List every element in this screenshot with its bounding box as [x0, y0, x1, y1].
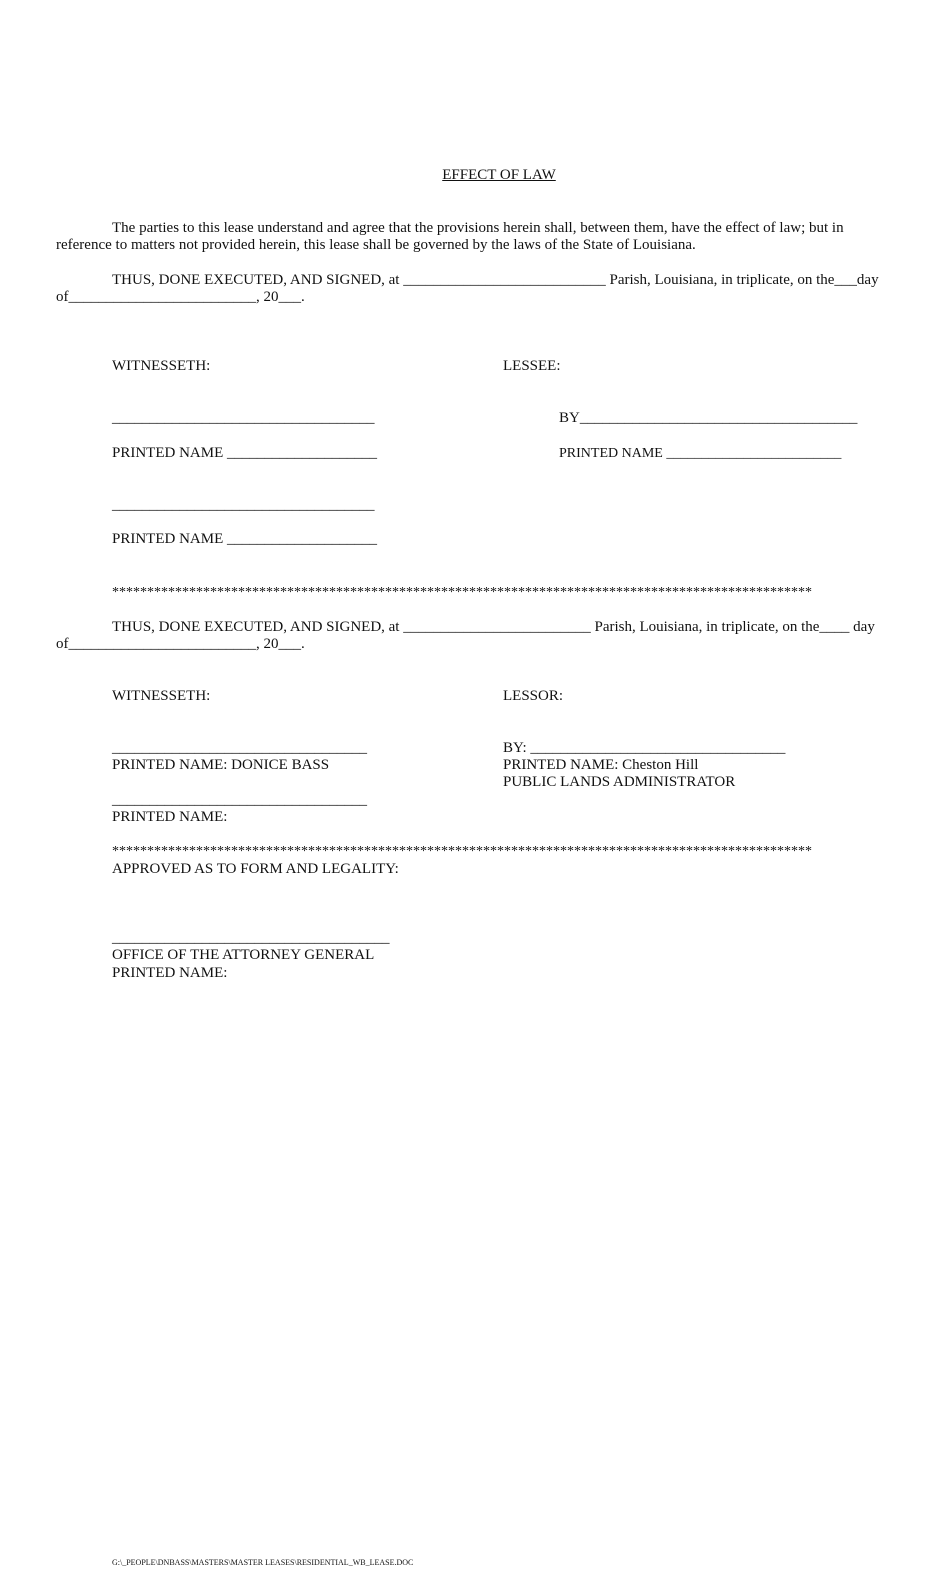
execution-line-2: THUS, DONE EXECUTED, AND SIGNED, at _________________________ Parish, Louisiana, in triplicate, on the____ day	[112, 619, 875, 635]
lessee-label: LESSEE:	[503, 358, 561, 374]
divider-asterisks-1: ****************************************************************************************************	[112, 585, 812, 600]
lessee-printed-name: PRINTED NAME _________________________	[559, 446, 842, 461]
witness-signature-line-1: ___________________________________	[112, 410, 375, 426]
witness-signature-line-4: __________________________________	[112, 792, 367, 808]
lessee-by-line: BY_____________________________________	[559, 410, 858, 426]
witness-printed-name-1: PRINTED NAME ____________________	[112, 445, 377, 461]
paragraph-text: The parties to this lease understand and agree that the provisions herein shall, between them, have the effect of law; but in reference to matters not provided herein, this lease shall be governed by the laws of the State of Louisiana.	[56, 220, 844, 253]
lessor-by-line: BY: __________________________________	[503, 740, 786, 756]
attorney-signature-line: _____________________________________	[112, 930, 390, 946]
approval-label: APPROVED AS TO FORM AND LEGALITY:	[112, 861, 399, 877]
witness-signature-line-2: ___________________________________	[112, 497, 375, 513]
witness-printed-name-3: PRINTED NAME: DONICE BASS	[112, 757, 330, 773]
attorney-printed-name: PRINTED NAME:	[112, 965, 228, 981]
divider-asterisks-2: ****************************************************************************************************	[112, 844, 812, 859]
witness-label: WITNESSETH:	[112, 358, 211, 374]
lessor-printed-name: PRINTED NAME: Cheston Hill	[503, 757, 699, 773]
page-title: EFFECT OF LAW	[442, 167, 556, 183]
lessor-label: LESSOR:	[503, 688, 564, 704]
footer-file-path: G:\_PEOPLE\DNBASS\MASTERS\MASTER LEASES\RESIDENTIAL_WB_LEASE.DOC	[112, 1558, 414, 1567]
effect-of-law-paragraph	[56, 220, 866, 254]
attorney-office: OFFICE OF THE ATTORNEY GENERAL	[112, 947, 375, 963]
witness-signature-line-3: __________________________________	[112, 740, 367, 756]
witness-label-2: WITNESSETH:	[112, 688, 211, 704]
execution-line-1: THUS, DONE EXECUTED, AND SIGNED, at ___________________________ Parish, Louisiana, in triplicate, on the___day	[112, 272, 879, 288]
witness-printed-name-4: PRINTED NAME:	[112, 809, 228, 825]
lessor-title: PUBLIC LANDS ADMINISTRATOR	[503, 774, 736, 790]
execution-date-line-1: of_________________________, 20___.	[56, 289, 305, 305]
witness-printed-name-2: PRINTED NAME ____________________	[112, 531, 377, 547]
execution-date-line-2: of_________________________, 20___.	[56, 636, 305, 652]
